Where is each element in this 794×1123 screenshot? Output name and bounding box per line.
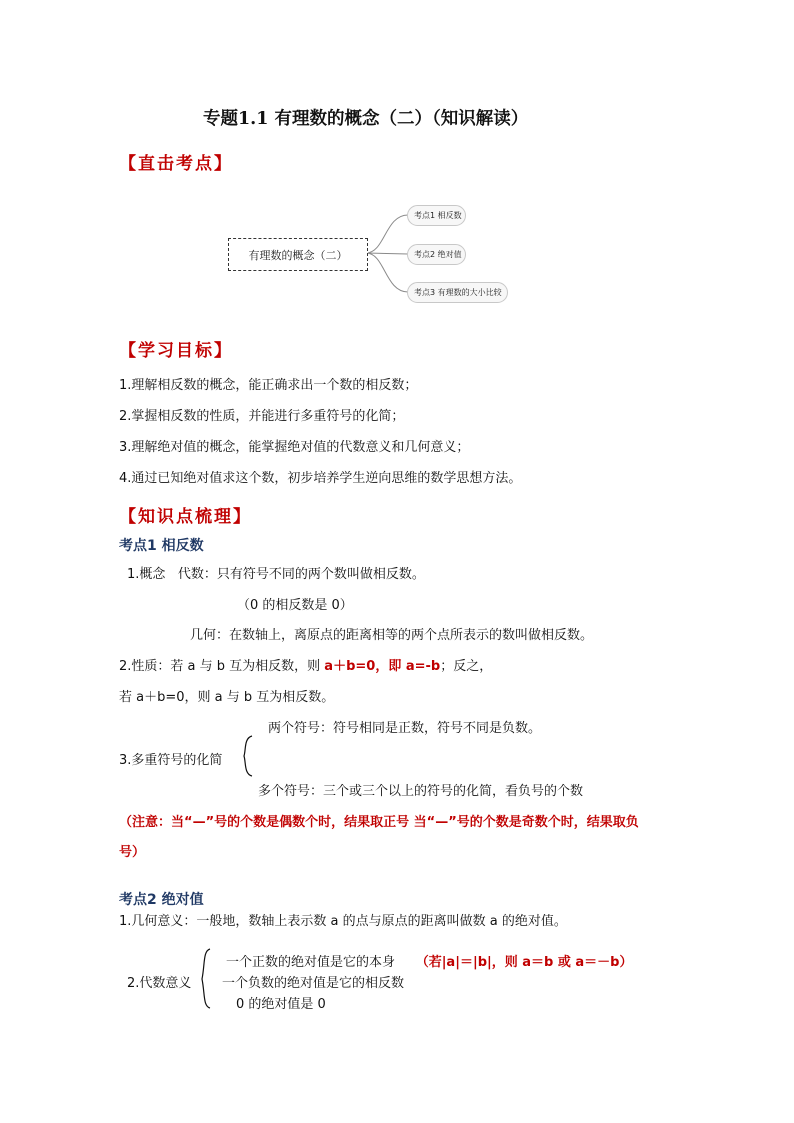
absolute-geometry: 1.几何意义：一般地，数轴上表示数 a 的点与原点的距离叫做数 a 的绝对值。 (119, 914, 567, 929)
goal-item-2: 2.掌握相反数的性质，并能进行多重符号的化简； (119, 409, 405, 424)
property-line: 2.性质：若 a 与 b 互为相反数，则 a＋b=0，即 a=-b；反之， (119, 659, 493, 674)
goal-item-1: 1.理解相反数的概念，能正确求出一个数的相反数； (119, 378, 418, 393)
section-heading-zhiji: 【直击考点】 (119, 154, 233, 174)
concept-label: 1.概念 (127, 567, 166, 582)
note-line-2: 号） (119, 845, 146, 860)
mindmap-node-2: 考点2 绝对值 (407, 244, 466, 265)
goal-item-4: 4.通过已知绝对值求这个数，初步培养学生逆向思维的数学思想方法。 (119, 471, 522, 486)
simplify-label: 3.多重符号的化简 (119, 753, 223, 768)
note-line: （注意：当“—”号的个数是偶数个时，结果取正号 当“—”号的个数是奇数个时，结果取负 (119, 815, 639, 830)
kaodian-1-heading: 考点1 相反数 (119, 538, 204, 554)
kaodian-2-heading: 考点2 绝对值 (119, 892, 204, 908)
goal-item-3: 3.理解绝对值的概念，能掌握绝对值的代数意义和几何意义； (119, 440, 470, 455)
absolute-line-1: 一个正数的绝对值是它的本身 （若|a|＝|b|，则 a＝b 或 a＝－b） (226, 955, 633, 970)
concept-algebra: 代数：只有符号不同的两个数叫做相反数。 (177, 567, 425, 582)
absolute-line-3: 0 的绝对值是 0 (236, 997, 326, 1012)
simplify-two-signs: 两个符号：符号相同是正数，符号不同是负数。 (268, 721, 542, 736)
note-label: 注意 (132, 815, 159, 830)
algebra-label: 2.代数意义 (127, 976, 192, 991)
absolute-note: （若|a|＝|b|，则 a＝b 或 a＝－b） (415, 955, 633, 970)
absolute-line-2: 一个负数的绝对值是它的相反数 (222, 976, 405, 991)
page-title: 专题1.1 有理数的概念（二）（知识解读） (203, 109, 529, 129)
property-formula: a＋b=0，即 a=-b (324, 659, 441, 674)
mindmap-node-1: 考点1 相反数 (407, 205, 466, 226)
section-heading-xuexi: 【学习目标】 (119, 341, 233, 361)
property-line-2: 若 a＋b=0，则 a 与 b 互为相反数。 (119, 690, 335, 705)
mindmap-node-3: 考点3 有理数的大小比较 (407, 282, 508, 303)
section-heading-zhishi: 【知识点梳理】 (119, 507, 252, 527)
concept-geometry: 几何：在数轴上，离原点的距离相等的两个点所表示的数叫做相反数。 (190, 628, 594, 643)
zero-note: （0 的相反数是 0） (237, 598, 353, 613)
mindmap-center: 有理数的概念（二） (228, 238, 368, 271)
simplify-many-signs: 多个符号：三个或三个以上的符号的化简，看负号的个数 (258, 784, 584, 799)
